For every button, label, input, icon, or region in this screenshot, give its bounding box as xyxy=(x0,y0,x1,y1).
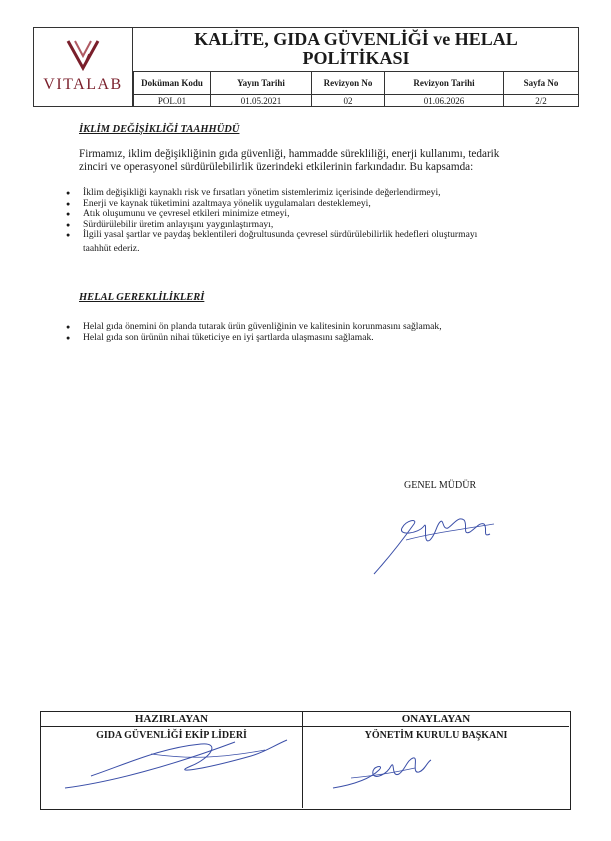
prepared-label: HAZIRLAYAN xyxy=(41,712,302,727)
title-line-2: POLİTİKASI xyxy=(302,48,410,68)
document-meta-table xyxy=(133,71,579,107)
logo-text: VITALAB xyxy=(43,76,123,93)
approved-role: YÖNETİM KURULU BAŞKANI xyxy=(364,730,508,741)
climate-closing: taahhüt ederiz. xyxy=(83,242,140,254)
meta-revision-date: 01.06.2026 xyxy=(385,95,504,107)
prepared-column xyxy=(41,712,303,808)
climate-list xyxy=(66,188,523,254)
document-title xyxy=(133,30,579,68)
title-line-1: KALİTE, GIDA GÜVENLİĞİ ve HELAL xyxy=(194,29,518,49)
approved-column xyxy=(303,712,569,808)
logo-cell xyxy=(34,28,133,106)
meta-header-publish-date: Yayın Tarihi xyxy=(211,72,312,95)
climate-heading: İKLİM DEĞİŞİKLİĞİ TAAHHÜDÜ xyxy=(79,124,240,135)
meta-doc-code: POL.01 xyxy=(134,95,211,107)
list-item: ● Helal gıda önemini ön planda tutarak ürün güvenliğinin ve kalitesinin korunmasını sağlamak, xyxy=(66,322,523,333)
approved-signature xyxy=(327,748,437,798)
helal-list xyxy=(66,322,523,343)
document-header xyxy=(33,27,579,107)
meta-revision-no: 02 xyxy=(312,95,385,107)
meta-header-page-no: Sayfa No xyxy=(504,72,579,95)
general-manager-signature xyxy=(366,500,506,578)
list-item: ● Enerji ve kaynak tüketimini azaltmaya yönelik uygulamaları desteklemeyi, xyxy=(66,199,523,210)
approved-label: ONAYLAYAN xyxy=(303,712,569,727)
meta-header-revision-no: Revizyon No xyxy=(312,72,385,95)
list-item: ● Helal gıda son ürünün nihai tüketiciye en iyi şartlarda ulaşmasını sağlamak. xyxy=(66,333,523,344)
prepared-signature xyxy=(51,736,291,796)
list-item: ● Sürdürülebilir üretim anlayışını yaygınlaştırmayı, xyxy=(66,220,523,231)
climate-intro: Firmamız, iklim değişikliğinin gıda güvenliği, hammadde sürekliliği, enerji kullanımı, tedarik zinciri ve operasyonel sürdürülebilirlik üzerindeki etkilerinin farkındadır. Bu kapsamda: xyxy=(79,148,500,173)
vitalab-logo-icon xyxy=(65,38,101,72)
list-item: ● İklim değişikliği kaynaklı risk ve fırsatları yönetim sistemlerimiz içerisinde değerlendirmeyi, xyxy=(66,188,523,199)
approval-table xyxy=(40,711,571,810)
prepared-role: GIDA GÜVENLİĞİ EKİP LİDERİ xyxy=(96,730,247,741)
helal-heading: HELAL GEREKLİLİKLERİ xyxy=(79,292,205,303)
meta-header-doc-code: Doküman Kodu xyxy=(134,72,211,95)
list-item: ● Atık oluşumunu ve çevresel etkileri minimize etmeyi, xyxy=(66,209,523,220)
meta-publish-date: 01.05.2021 xyxy=(211,95,312,107)
meta-header-revision-date: Revizyon Tarihi xyxy=(385,72,504,95)
signature-title: GENEL MÜDÜR xyxy=(404,480,477,491)
list-item: ● İlgili yasal şartlar ve paydaş beklentileri doğrultusunda çevresel sürdürülebilirlik hedefleri oluşturmayı xyxy=(66,230,513,241)
meta-page-no: 2/2 xyxy=(504,95,579,107)
